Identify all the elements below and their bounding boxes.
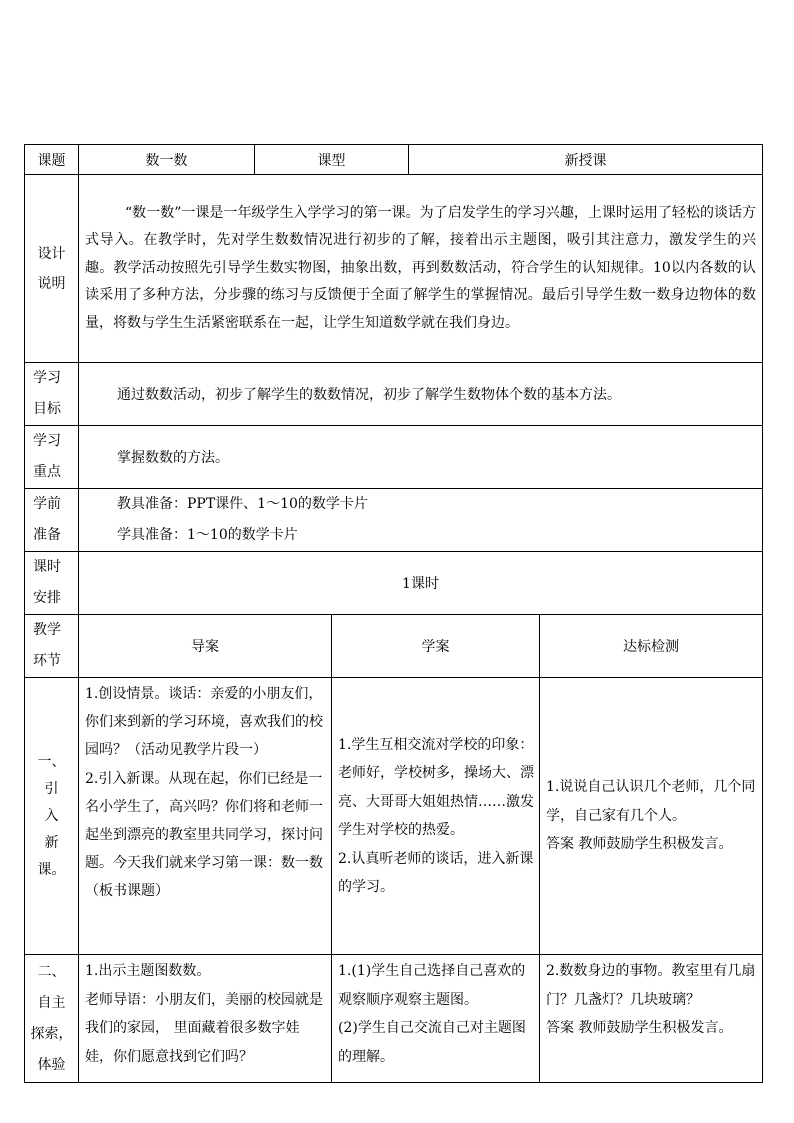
stage2-label: 二、 自主 探索， 体验: [25, 955, 79, 1083]
title-label: 课题: [25, 145, 79, 175]
lesson-title: 数一数: [79, 145, 255, 175]
key-row: [25, 426, 763, 489]
lesson-plan: [24, 144, 762, 1083]
lesson-plan-table: [24, 144, 763, 1083]
prep-row: [25, 489, 763, 552]
stage2-check: 2.数数身边的事物。教室里有几扇门？几盏灯？几块玻璃？ 答案 教师鼓励学生积极发言。: [540, 955, 763, 1083]
header-row: [25, 145, 763, 175]
stages-header-row: [25, 615, 763, 678]
stage1-study: 1.学生互相交流对学校的印象：老师好，学校树多，操场大、漂亮、大哥哥大姐姐热情……激发学生对学校的热爱。 2.认真听老师的谈话，进入新课的学习。: [332, 678, 540, 955]
time-label: 课时 安排: [25, 552, 79, 615]
stage1-guide: 1.创设情景。谈话：亲爱的小朋友们，你们来到新的学习环境，喜欢我们的校园吗？（活动见教学片段一） 2.引入新课。从现在起，你们已经是一名小学生了，高兴吗？你们将和老师一起坐到漂亮的教室里共同学习，探讨问题。今天我们就来学习第一课：数一数（板书课题）: [79, 678, 332, 955]
goal-text: 通过数数活动，初步了解学生的数数情况，初步了解学生数物体个数的基本方法。: [79, 363, 763, 426]
col-guide: 导案: [79, 615, 332, 678]
col-check: 达标检测: [540, 615, 763, 678]
lesson-type: 新授课: [409, 145, 763, 175]
prep-line-teacher: 教具准备：PPT课件、1～10的数学卡片: [117, 496, 368, 512]
stage1-label: 一、 引 入 新 课。: [25, 678, 79, 955]
stage1-check: 1.说说自己认识几个老师，几个同学，自己家有几个人。 答案 教师鼓励学生积极发言。: [540, 678, 763, 955]
goal-row: [25, 363, 763, 426]
prep-label: 学前 准备: [25, 489, 79, 552]
goal-label: 学习 目标: [25, 363, 79, 426]
stages-label: 教学 环节: [25, 615, 79, 678]
design-row: [25, 175, 763, 363]
col-study: 学案: [332, 615, 540, 678]
type-label: 课型: [255, 145, 409, 175]
time-text: 1课时: [79, 552, 763, 615]
time-row: [25, 552, 763, 615]
key-text: 掌握数数的方法。: [79, 426, 763, 489]
stage2-study: 1.(1)学生自己选择自己喜欢的观察顺序观察主题图。 (2)学生自己交流自己对主题图的理解。: [332, 955, 540, 1083]
stage2-guide: 1.出示主题图数数。 老师导语：小朋友们，美丽的校园就是我们的家园， 里面藏着很多数字娃娃，你们愿意找到它们吗？: [79, 955, 332, 1083]
stage2-row: [25, 955, 763, 1083]
key-label: 学习 重点: [25, 426, 79, 489]
design-text: “数一数”一课是一年级学生入学学习的第一课。为了启发学生的学习兴趣，上课时运用了轻松的谈话方式导入。在教学时，先对学生数数情况进行初步的了解，接着出示主题图，吸引其注意力，激发学生的兴趣。教学活动按照先引导学生数实物图，抽象出数，再到数数活动，符合学生的认知规律。10以内各数的认读采用了多种方法，分步骤的练习与反馈便于全面了解学生的掌握情况。最后引导学生数一数身边物体的数量，将数与学生生活紧密联系在一起，让学生知道数学就在我们身边。: [79, 175, 763, 363]
stage1-row: [25, 678, 763, 955]
prep-text: [79, 489, 763, 552]
design-label: 设计 说明: [25, 175, 79, 363]
prep-line-student: 学具准备：1～10的数学卡片: [117, 527, 298, 543]
